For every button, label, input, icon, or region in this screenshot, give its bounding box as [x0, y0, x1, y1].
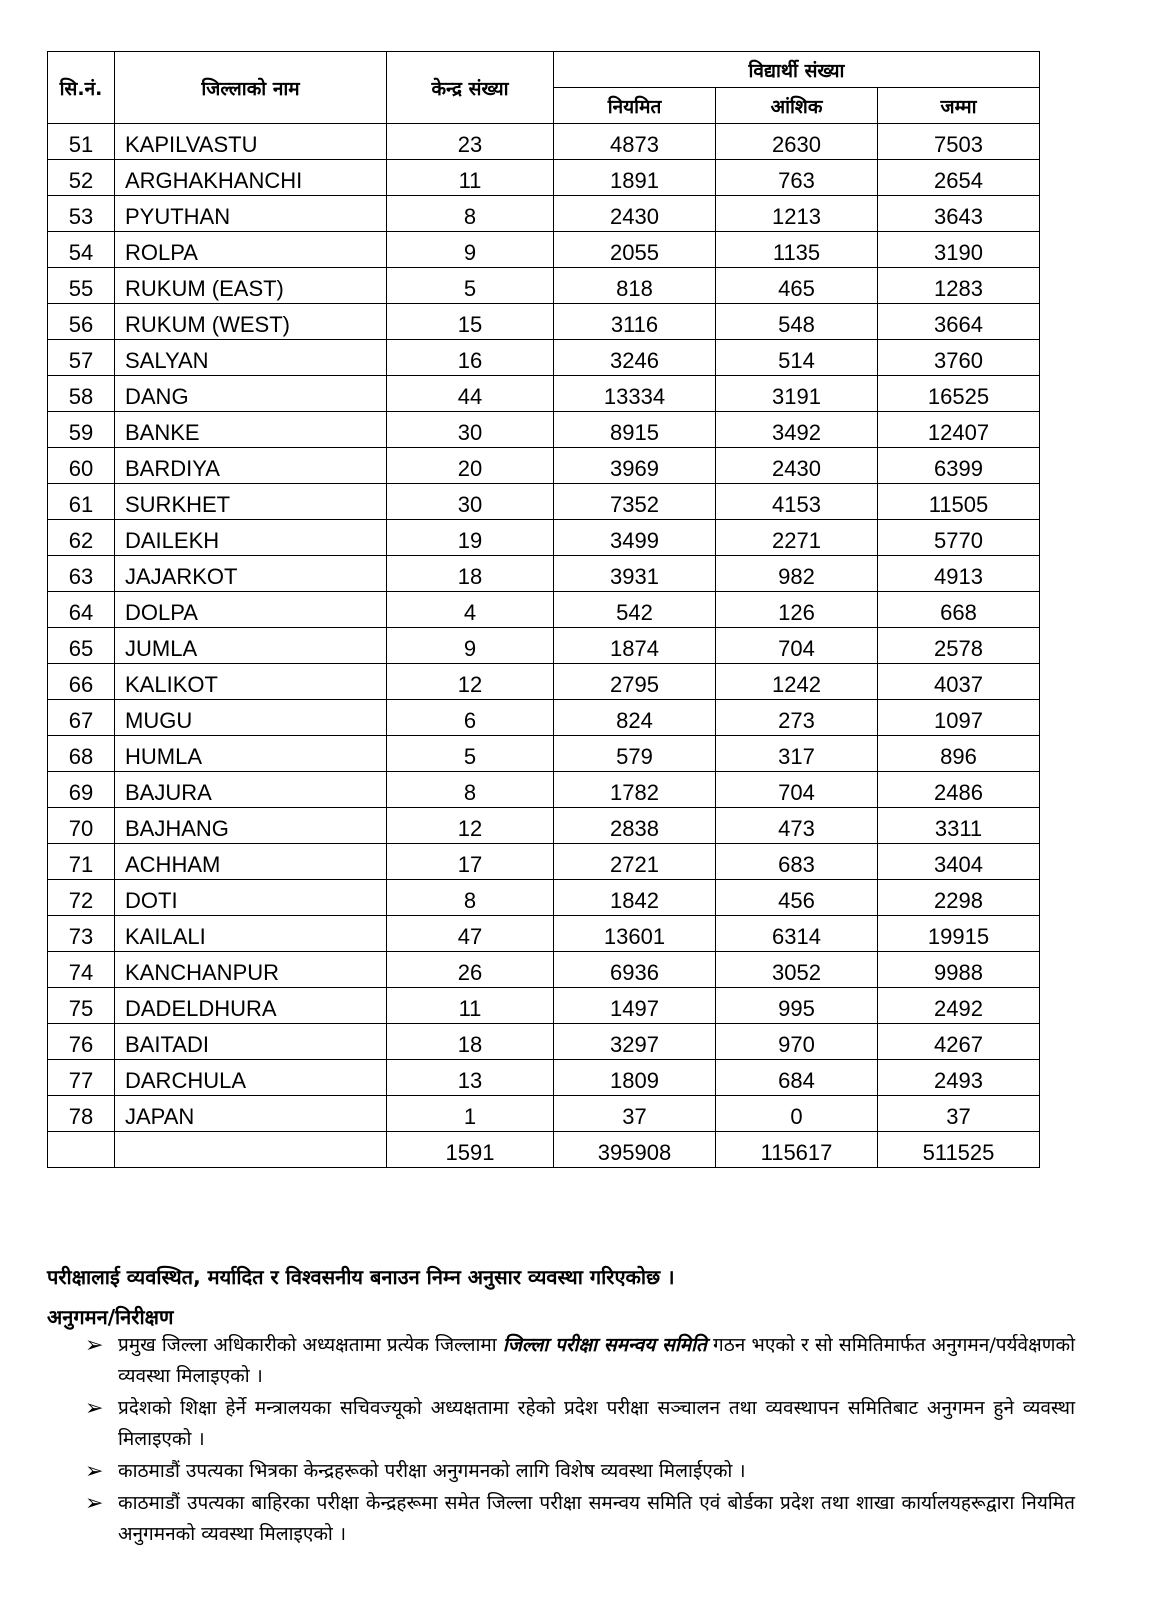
cell-regular: 4873 — [554, 124, 716, 160]
table-row — [48, 844, 1040, 880]
cell-sn: 61 — [48, 484, 115, 520]
cell-district: KANCHANPUR — [115, 952, 387, 988]
table-row — [48, 376, 1040, 412]
cell-regular: 3246 — [554, 340, 716, 376]
cell-sn: 71 — [48, 844, 115, 880]
cell-regular: 1497 — [554, 988, 716, 1024]
table-row — [48, 196, 1040, 232]
cell-district: DADELDHURA — [115, 988, 387, 1024]
cell-regular: 1782 — [554, 772, 716, 808]
cell-centers: 11 — [387, 988, 554, 1024]
table-row — [48, 1096, 1040, 1132]
cell-total: 4037 — [878, 664, 1040, 700]
cell-regular: 6936 — [554, 952, 716, 988]
cell-regular: 818 — [554, 268, 716, 304]
arrow-bullet-icon: ➢ — [85, 1396, 104, 1421]
cell-total: 3404 — [878, 844, 1040, 880]
cell-sn: 73 — [48, 916, 115, 952]
cell-centers: 5 — [387, 736, 554, 772]
table-row — [48, 952, 1040, 988]
header-regular: नियमित — [554, 88, 716, 124]
cell-total: 896 — [878, 736, 1040, 772]
cell-district: BAJURA — [115, 772, 387, 808]
cell-centers: 20 — [387, 448, 554, 484]
cell-centers: 5 — [387, 268, 554, 304]
cell-sn: 53 — [48, 196, 115, 232]
table-row — [48, 556, 1040, 592]
cell-regular: 1842 — [554, 880, 716, 916]
cell-total: 3664 — [878, 304, 1040, 340]
cell-total: 4267 — [878, 1024, 1040, 1060]
cell-district: KALIKOT — [115, 664, 387, 700]
cell-total: 2298 — [878, 880, 1040, 916]
cell-regular: 1809 — [554, 1060, 716, 1096]
cell-total: 668 — [878, 592, 1040, 628]
cell-district: KAPILVASTU — [115, 124, 387, 160]
table-row — [48, 340, 1040, 376]
table-row — [48, 1060, 1040, 1096]
cell-regular: 1891 — [554, 160, 716, 196]
list-item — [85, 1488, 1075, 1550]
cell-regular: 395908 — [554, 1132, 716, 1168]
table-row — [48, 988, 1040, 1024]
cell-total: 7503 — [878, 124, 1040, 160]
bullet-emphasis: जिल्ला परीक्षा समन्वय समिति — [502, 1334, 707, 1356]
cell-district: JUMLA — [115, 628, 387, 664]
cell-district — [115, 1132, 387, 1168]
cell-partial: 6314 — [716, 916, 878, 952]
cell-regular: 8915 — [554, 412, 716, 448]
cell-partial: 763 — [716, 160, 878, 196]
cell-partial: 970 — [716, 1024, 878, 1060]
cell-partial: 2430 — [716, 448, 878, 484]
cell-sn: 65 — [48, 628, 115, 664]
monitoring-list — [85, 1330, 1075, 1551]
cell-total: 511525 — [878, 1132, 1040, 1168]
cell-total: 5770 — [878, 520, 1040, 556]
cell-total: 16525 — [878, 376, 1040, 412]
cell-district: BAJHANG — [115, 808, 387, 844]
cell-sn: 57 — [48, 340, 115, 376]
bullet-text-after: गठन भएको र सो समितिमार्फत अनुगमन/पर्यवेक्षणको व्यवस्था मिलाइएको । — [118, 1334, 1075, 1387]
table-row — [48, 232, 1040, 268]
cell-sn: 64 — [48, 592, 115, 628]
cell-centers: 44 — [387, 376, 554, 412]
cell-regular: 2838 — [554, 808, 716, 844]
list-item — [85, 1393, 1075, 1455]
cell-sn: 62 — [48, 520, 115, 556]
cell-district: RUKUM (EAST) — [115, 268, 387, 304]
cell-centers: 8 — [387, 880, 554, 916]
cell-district: ARGHAKHANCHI — [115, 160, 387, 196]
cell-district: SURKHET — [115, 484, 387, 520]
table-row — [48, 268, 1040, 304]
table-row — [48, 1024, 1040, 1060]
cell-total: 3760 — [878, 340, 1040, 376]
cell-district: ACHHAM — [115, 844, 387, 880]
arrow-bullet-icon: ➢ — [85, 1459, 104, 1484]
table-row — [48, 772, 1040, 808]
cell-partial: 1242 — [716, 664, 878, 700]
cell-total: 2486 — [878, 772, 1040, 808]
cell-centers: 8 — [387, 772, 554, 808]
cell-sn: 52 — [48, 160, 115, 196]
cell-partial: 115617 — [716, 1132, 878, 1168]
cell-regular: 3499 — [554, 520, 716, 556]
cell-sn: 55 — [48, 268, 115, 304]
table-row — [48, 880, 1040, 916]
cell-regular: 3116 — [554, 304, 716, 340]
table-row — [48, 808, 1040, 844]
cell-regular: 542 — [554, 592, 716, 628]
section-heading: परीक्षालाई व्यवस्थित, मर्यादित र विश्वसनीय बनाउन निम्न अनुसार व्यवस्था गरिएकोछ । — [47, 1265, 675, 1289]
cell-sn: 67 — [48, 700, 115, 736]
cell-district: HUMLA — [115, 736, 387, 772]
cell-centers: 12 — [387, 808, 554, 844]
cell-district: DOTI — [115, 880, 387, 916]
header-sn: सि.नं. — [48, 52, 115, 124]
cell-total: 3311 — [878, 808, 1040, 844]
cell-sn: 75 — [48, 988, 115, 1024]
cell-centers: 19 — [387, 520, 554, 556]
cell-centers: 13 — [387, 1060, 554, 1096]
cell-sn: 74 — [48, 952, 115, 988]
table-row — [48, 160, 1040, 196]
table-row — [48, 484, 1040, 520]
cell-sn: 70 — [48, 808, 115, 844]
cell-regular: 3931 — [554, 556, 716, 592]
cell-centers: 17 — [387, 844, 554, 880]
table-row — [48, 628, 1040, 664]
cell-district: MUGU — [115, 700, 387, 736]
cell-partial: 126 — [716, 592, 878, 628]
cell-centers: 9 — [387, 628, 554, 664]
cell-partial: 1213 — [716, 196, 878, 232]
cell-total: 37 — [878, 1096, 1040, 1132]
cell-regular: 3297 — [554, 1024, 716, 1060]
cell-district: KAILALI — [115, 916, 387, 952]
cell-district: PYUTHAN — [115, 196, 387, 232]
cell-total: 2578 — [878, 628, 1040, 664]
cell-centers: 30 — [387, 484, 554, 520]
cell-partial: 704 — [716, 628, 878, 664]
cell-regular: 37 — [554, 1096, 716, 1132]
cell-regular: 13334 — [554, 376, 716, 412]
cell-partial: 3492 — [716, 412, 878, 448]
cell-sn: 77 — [48, 1060, 115, 1096]
totals-row — [48, 1132, 1040, 1168]
cell-sn — [48, 1132, 115, 1168]
cell-centers: 15 — [387, 304, 554, 340]
cell-total: 4913 — [878, 556, 1040, 592]
section-subheading: अनुगमन/निरीक्षण — [47, 1305, 174, 1329]
header-district: जिल्लाको नाम — [115, 52, 387, 124]
table-row — [48, 916, 1040, 952]
table-row — [48, 448, 1040, 484]
cell-regular: 2055 — [554, 232, 716, 268]
cell-total: 2492 — [878, 988, 1040, 1024]
cell-centers: 1 — [387, 1096, 554, 1132]
cell-district: DAILEKH — [115, 520, 387, 556]
cell-sn: 76 — [48, 1024, 115, 1060]
cell-district: DARCHULA — [115, 1060, 387, 1096]
table-row — [48, 520, 1040, 556]
cell-regular: 13601 — [554, 916, 716, 952]
cell-sn: 54 — [48, 232, 115, 268]
cell-sn: 59 — [48, 412, 115, 448]
table-row — [48, 124, 1040, 160]
cell-regular: 3969 — [554, 448, 716, 484]
table-body — [48, 124, 1040, 1168]
cell-district: BANKE — [115, 412, 387, 448]
cell-regular: 824 — [554, 700, 716, 736]
cell-partial: 317 — [716, 736, 878, 772]
cell-partial: 995 — [716, 988, 878, 1024]
table-row — [48, 412, 1040, 448]
cell-centers: 16 — [387, 340, 554, 376]
cell-total: 12407 — [878, 412, 1040, 448]
cell-centers: 26 — [387, 952, 554, 988]
cell-centers: 30 — [387, 412, 554, 448]
table-row — [48, 700, 1040, 736]
cell-partial: 982 — [716, 556, 878, 592]
cell-district: DOLPA — [115, 592, 387, 628]
cell-district: DANG — [115, 376, 387, 412]
cell-sn: 78 — [48, 1096, 115, 1132]
cell-total: 9988 — [878, 952, 1040, 988]
cell-regular: 579 — [554, 736, 716, 772]
cell-partial: 0 — [716, 1096, 878, 1132]
cell-centers: 9 — [387, 232, 554, 268]
header-centers: केन्द्र संख्या — [387, 52, 554, 124]
cell-regular: 1874 — [554, 628, 716, 664]
cell-partial: 704 — [716, 772, 878, 808]
cell-regular: 2430 — [554, 196, 716, 232]
cell-partial: 684 — [716, 1060, 878, 1096]
cell-total: 2493 — [878, 1060, 1040, 1096]
cell-total: 19915 — [878, 916, 1040, 952]
cell-regular: 2795 — [554, 664, 716, 700]
cell-centers: 1591 — [387, 1132, 554, 1168]
cell-sn: 51 — [48, 124, 115, 160]
list-item — [85, 1330, 1075, 1392]
cell-centers: 4 — [387, 592, 554, 628]
cell-centers: 23 — [387, 124, 554, 160]
list-item — [85, 1456, 1075, 1487]
cell-total: 2654 — [878, 160, 1040, 196]
cell-centers: 47 — [387, 916, 554, 952]
cell-sn: 56 — [48, 304, 115, 340]
bullet-text: काठमाडौं उपत्यका भित्रका केन्द्रहरूको परीक्षा अनुगमनको लागि विशेष व्यवस्था मिलाईएको । — [118, 1460, 746, 1482]
cell-sn: 69 — [48, 772, 115, 808]
cell-total: 3643 — [878, 196, 1040, 232]
cell-total: 6399 — [878, 448, 1040, 484]
cell-centers: 12 — [387, 664, 554, 700]
cell-centers: 18 — [387, 1024, 554, 1060]
header-students: विद्यार्थी संख्या — [554, 52, 1040, 88]
cell-partial: 473 — [716, 808, 878, 844]
bullet-text: काठमाडौं उपत्यका बाहिरका परीक्षा केन्द्रहरूमा समेत जिल्ला परीक्षा समन्वय समिति एवं बोर्डका प्रदेश तथा शाखा कार्यालयहरूद्वारा नियमित अनुगमनको व्यवस्था मिलाइएको । — [118, 1492, 1075, 1545]
cell-district: JAPAN — [115, 1096, 387, 1132]
cell-sn: 60 — [48, 448, 115, 484]
arrow-bullet-icon: ➢ — [85, 1491, 104, 1516]
arrow-bullet-icon: ➢ — [85, 1333, 104, 1358]
cell-district: ROLPA — [115, 232, 387, 268]
bullet-text: प्रदेशको शिक्षा हेर्ने मन्त्रालयका सचिवज्यूको अध्यक्षतामा रहेको प्रदेश परीक्षा सञ्चालन तथा व्यवस्थापन समितिबाट अनुगमन हुने व्यवस्था मिलाइएको । — [118, 1397, 1075, 1450]
cell-sn: 68 — [48, 736, 115, 772]
cell-total: 1097 — [878, 700, 1040, 736]
cell-partial: 1135 — [716, 232, 878, 268]
bullet-text-before: प्रमुख जिल्ला अधिकारीको अध्यक्षतामा प्रत्येक जिल्लामा — [118, 1334, 503, 1356]
cell-district: SALYAN — [115, 340, 387, 376]
table-row — [48, 304, 1040, 340]
cell-centers: 6 — [387, 700, 554, 736]
cell-regular: 7352 — [554, 484, 716, 520]
cell-total: 11505 — [878, 484, 1040, 520]
cell-centers: 8 — [387, 196, 554, 232]
cell-total: 3190 — [878, 232, 1040, 268]
cell-district: BARDIYA — [115, 448, 387, 484]
cell-regular: 2721 — [554, 844, 716, 880]
header-total: जम्मा — [878, 88, 1040, 124]
cell-partial: 456 — [716, 880, 878, 916]
cell-partial: 3052 — [716, 952, 878, 988]
cell-sn: 58 — [48, 376, 115, 412]
table-row — [48, 592, 1040, 628]
cell-partial: 2271 — [716, 520, 878, 556]
cell-district: RUKUM (WEST) — [115, 304, 387, 340]
cell-sn: 72 — [48, 880, 115, 916]
cell-district: JAJARKOT — [115, 556, 387, 592]
cell-partial: 4153 — [716, 484, 878, 520]
cell-sn: 63 — [48, 556, 115, 592]
table-row — [48, 664, 1040, 700]
cell-partial: 683 — [716, 844, 878, 880]
cell-partial: 514 — [716, 340, 878, 376]
cell-partial: 465 — [716, 268, 878, 304]
cell-centers: 18 — [387, 556, 554, 592]
header-partial: आंशिक — [716, 88, 878, 124]
cell-partial: 273 — [716, 700, 878, 736]
cell-partial: 3191 — [716, 376, 878, 412]
table-row — [48, 736, 1040, 772]
cell-partial: 2630 — [716, 124, 878, 160]
cell-sn: 66 — [48, 664, 115, 700]
cell-district: BAITADI — [115, 1024, 387, 1060]
cell-partial: 548 — [716, 304, 878, 340]
exam-centers-table — [47, 51, 1040, 1168]
cell-centers: 11 — [387, 160, 554, 196]
cell-total: 1283 — [878, 268, 1040, 304]
